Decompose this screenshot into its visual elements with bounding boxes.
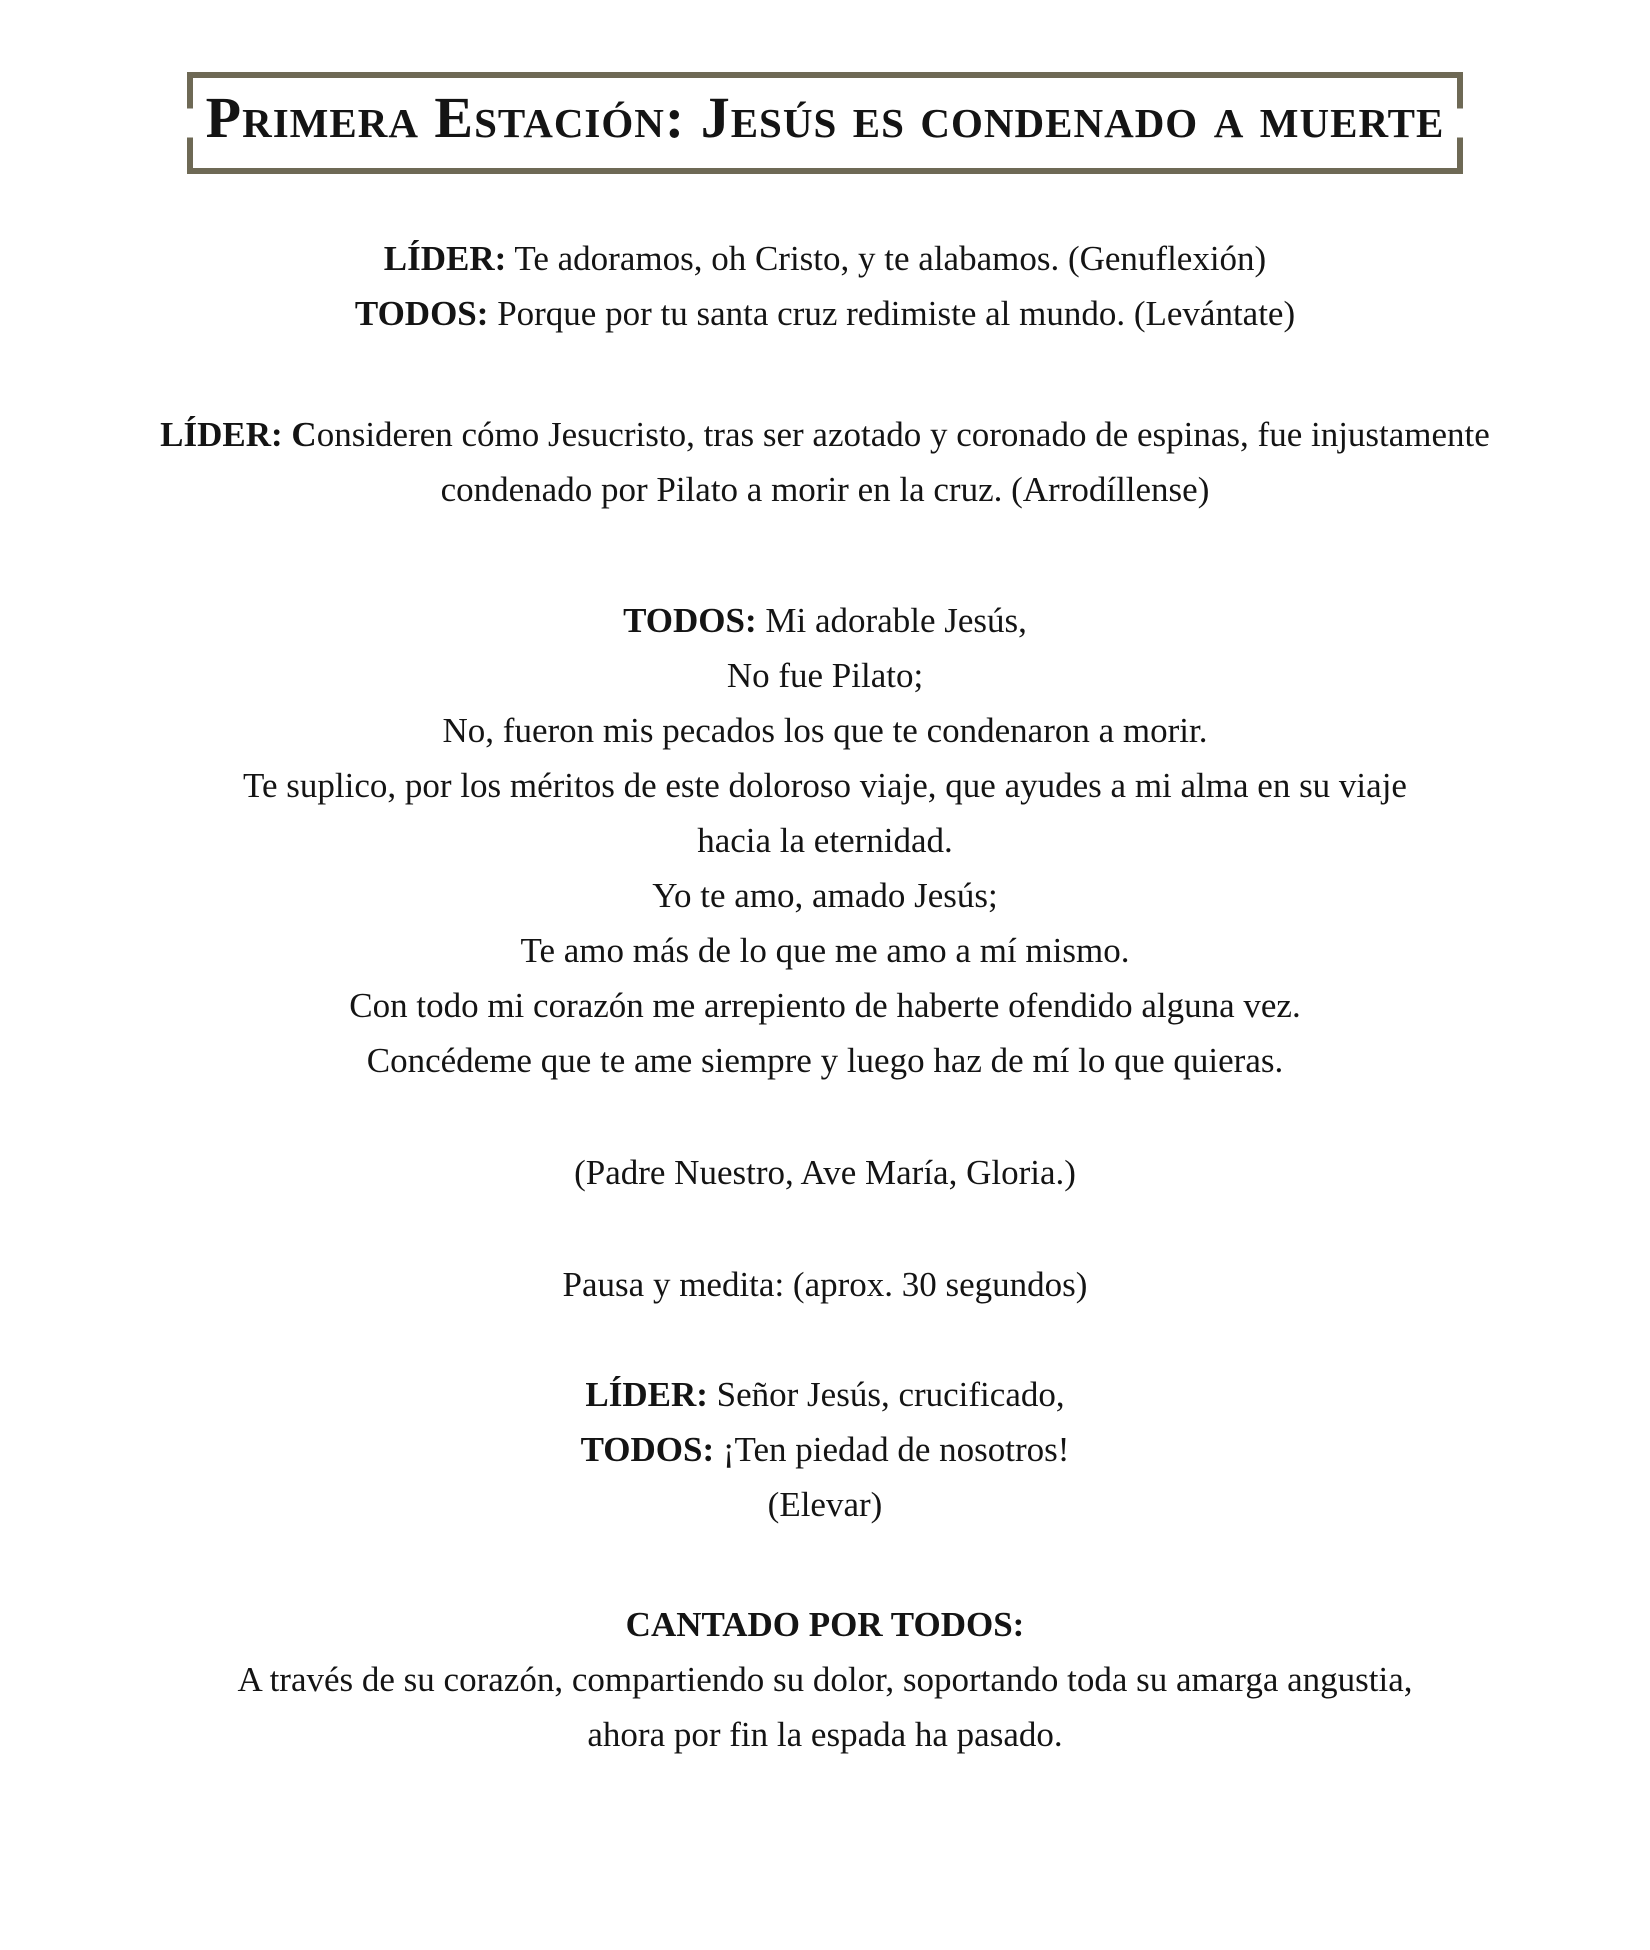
prayer-line: No fue Pilato; bbox=[726, 656, 924, 695]
meditation-text: onsideren cómo Jesucristo, tras ser azotado y coronado de espinas, fue injustamente condenado por Pilato a morir en la cruz. (Arrodíllense) bbox=[316, 415, 1490, 509]
speaker-label: LÍDER: C bbox=[160, 415, 317, 454]
invocation-block bbox=[40, 1367, 1610, 1532]
dialogue-line bbox=[40, 286, 1610, 341]
hymn-line: ahora por fin la espada ha pasado. bbox=[587, 1715, 1063, 1754]
devotions-note: (Padre Nuestro, Ave María, Gloria.) bbox=[574, 1153, 1076, 1192]
pause-instruction: Pausa y medita: (aprox. 30 segundos) bbox=[562, 1265, 1088, 1304]
dialogue-line bbox=[40, 1422, 1610, 1477]
dialogue-text: Señor Jesús, crucificado, bbox=[707, 1375, 1065, 1414]
prayer-line: Te amo más de lo que me amo a mí mismo. bbox=[520, 931, 1130, 970]
meditation-paragraph bbox=[110, 407, 1540, 517]
speaker-label: TODOS: bbox=[623, 601, 757, 640]
dialogue-line bbox=[40, 231, 1610, 286]
document-body bbox=[0, 231, 1650, 1762]
speaker-label: TODOS: bbox=[580, 1430, 715, 1469]
hymn-line: A través de su corazón, compartiendo su dolor, soportando toda su amarga angustia, bbox=[237, 1660, 1413, 1699]
prayer-line: Te suplico, por los méritos de este doloroso viaje, que ayudes a mi alma en su viaje bbox=[243, 766, 1407, 805]
speaker-label: LÍDER: bbox=[383, 239, 507, 278]
prayer-line: No, fueron mis pecados los que te condenaron a morir. bbox=[442, 711, 1208, 750]
prayer-line: hacia la eternidad. bbox=[697, 821, 953, 860]
prayer-line: Yo te amo, amado Jesús; bbox=[652, 876, 998, 915]
dialogue-text: Te adoramos, oh Cristo, y te alabamos. (Genuflexión) bbox=[506, 239, 1267, 278]
document-page bbox=[0, 72, 1650, 1950]
hymn-block bbox=[40, 1597, 1610, 1762]
opening-responsory bbox=[40, 231, 1610, 341]
speaker-label: LÍDER: bbox=[585, 1375, 708, 1414]
speaker-label: TODOS: bbox=[354, 294, 489, 333]
hymn-heading: CANTADO POR TODOS: bbox=[625, 1605, 1025, 1644]
prayer-line: Concédeme que te ame siempre y luego haz de mí lo que quieras. bbox=[366, 1041, 1284, 1080]
dialogue-line bbox=[40, 1367, 1610, 1422]
dialogue-text: Porque por tu santa cruz redimiste al mundo. (Levántate) bbox=[488, 294, 1296, 333]
rubric-line: (Elevar) bbox=[767, 1485, 883, 1524]
prayer-text: Mi adorable Jesús, bbox=[756, 601, 1027, 640]
prayer-line bbox=[40, 593, 1610, 648]
prayer-block bbox=[40, 593, 1610, 1088]
page-title: Primera Estación: Jesús es condenado a muerte bbox=[205, 85, 1445, 150]
title-frame bbox=[187, 72, 1463, 174]
prayer-line: Con todo mi corazón me arrepiento de haberte ofendido alguna vez. bbox=[349, 986, 1301, 1025]
dialogue-text: ¡Ten piedad de nosotros! bbox=[714, 1430, 1070, 1469]
